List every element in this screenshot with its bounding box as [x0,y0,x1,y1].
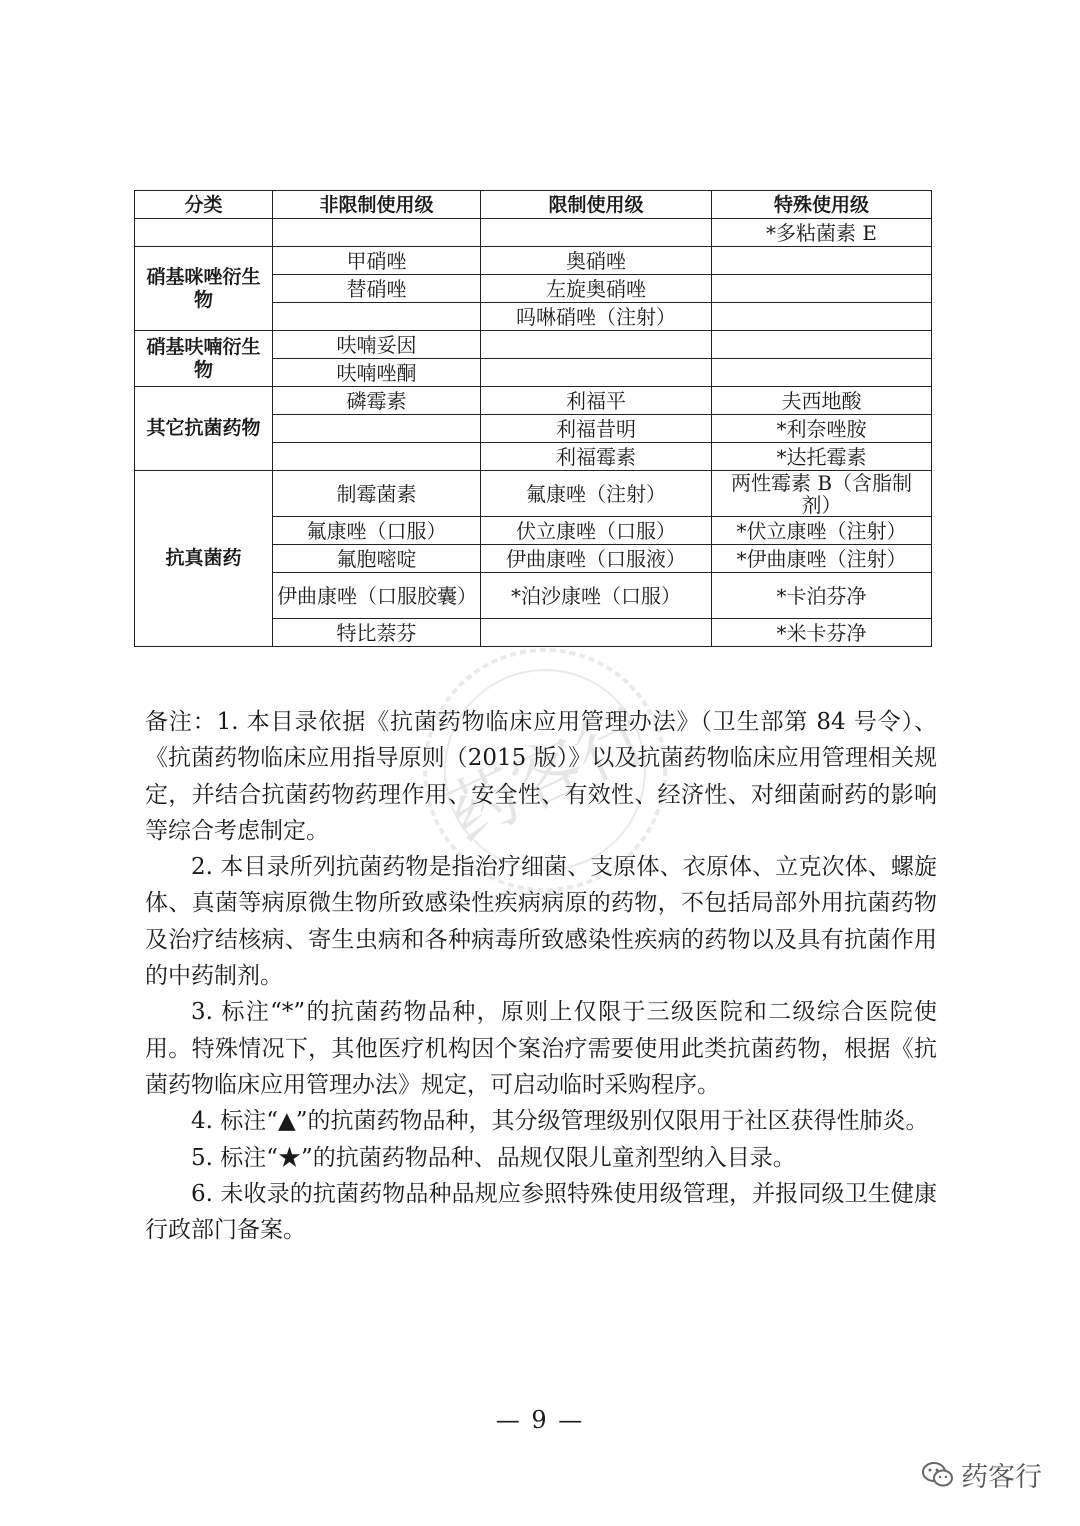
category-cell: 硝基呋喃衍生物 [135,331,273,387]
seal-text: 药客行 [435,693,661,857]
category-cell: 其它抗菌药物 [135,387,273,471]
table-cell: *卡泊芬净 [712,573,932,619]
table-cell: 氟康唑（口服） [273,517,481,545]
table-cell: 左旋奥硝唑 [481,275,712,303]
table-cell: 呋喃妥因 [273,331,481,359]
table-cell: 利福昔明 [481,415,712,443]
watermark-text: 药客行 [961,1462,1042,1493]
table-cell: *利奈唑胺 [712,415,932,443]
table-row [135,331,932,359]
table-cell [481,331,712,359]
table-cell [712,359,932,387]
table-row [135,247,932,275]
table-cell: 制霉菌素 [273,471,481,517]
table-cell: 奥硝唑 [481,247,712,275]
table-cell: 伊曲康唑（口服液） [481,545,712,573]
table-cell [712,331,932,359]
table-cell: *伊曲康唑（注射） [712,545,932,573]
table-cell: *伏立康唑（注射） [712,517,932,545]
antibiotic-table [134,190,932,647]
note-paragraph: 5. 标注“★”的抗菌药物品种、品规仅限儿童剂型纳入目录。 [191,1144,796,1171]
table-cell [273,415,481,443]
table-cell: 伊曲康唑（口服胶囊） [273,573,481,619]
wechat-icon [921,1460,955,1490]
table-cell: 磷霉素 [273,387,481,415]
table-cell: *达托霉素 [712,443,932,471]
header-special: 特殊使用级 [712,191,932,219]
table-cell [481,619,712,647]
table-cell [712,275,932,303]
note-paragraph: 4. 标注“▲”的抗菌药物品种，其分级管理级别仅限用于社区获得性肺炎。 [191,1108,929,1135]
table-cell: 利福平 [481,387,712,415]
table-row [135,219,932,247]
table-cell [135,219,273,247]
table-cell: 呋喃唑酮 [273,359,481,387]
table-cell: 特比萘芬 [273,619,481,647]
page-number: — 9 — [495,1406,585,1434]
notes-section [145,704,937,1248]
table-cell [712,303,932,331]
category-cell: 抗真菌药 [135,471,273,647]
note-paragraph: 3. 标注“*”的抗菌药物品种，原则上仅限于三级医院和二级综合医院使用。特殊情况下，其他医疗机构因个案治疗需要使用此类抗菌药物，根据《抗菌药物临床应用管理办法》规定，可启动临时采购程序。 [145,999,937,1098]
header-restricted: 限制使用级 [481,191,712,219]
table-cell [273,219,481,247]
table-cell: 夫西地酸 [712,387,932,415]
header-non-restricted: 非限制使用级 [273,191,481,219]
category-cell: 硝基咪唑衍生物 [135,247,273,331]
table-cell: 伏立康唑（口服） [481,517,712,545]
table-cell [481,359,712,387]
header-category: 分类 [135,191,273,219]
table-cell: 利福霉素 [481,443,712,471]
table-row [135,387,932,415]
note-paragraph: 6. 未收录的抗菌药物品种品规应参照特殊使用级管理，并报同级卫生健康行政部门备案。 [145,1180,937,1244]
table-cell [273,303,481,331]
table-cell: 两性霉素 B（含脂制剂） [712,471,932,517]
wechat-watermark [921,1455,1042,1494]
table-cell: 甲硝唑 [273,247,481,275]
table-cell: 氟康唑（注射） [481,471,712,517]
table-cell: *米卡芬净 [712,619,932,647]
table-cell: 吗啉硝唑（注射） [481,303,712,331]
table-cell: 氟胞嘧啶 [273,545,481,573]
table-cell [273,443,481,471]
note-paragraph: 备注：1. 本目录依据《抗菌药物临床应用管理办法》（卫生部第 84 号令）、《抗菌药物临床应用指导原则（2015 版）》以及抗菌药物临床应用管理相关规定，并结合抗菌药物药理作用、安全性、有效性、经济性、对细菌耐药的影响等综合考虑制定。 [145,709,937,844]
table-cell [712,247,932,275]
table-cell: *泊沙康唑（口服） [481,573,712,619]
table-cell: 替硝唑 [273,275,481,303]
table-cell [481,219,712,247]
table-row [135,471,932,517]
note-paragraph: 2. 本目录所列抗菌药物是指治疗细菌、支原体、衣原体、立克次体、螺旋体、真菌等病原微生物所致感染性疾病病原的药物，不包括局部外用抗菌药物及治疗结核病、寄生虫病和各种病毒所致感染性疾病的药物以及具有抗菌作用的中药制剂。 [145,854,937,990]
table-cell: *多粘菌素 E [712,219,932,247]
